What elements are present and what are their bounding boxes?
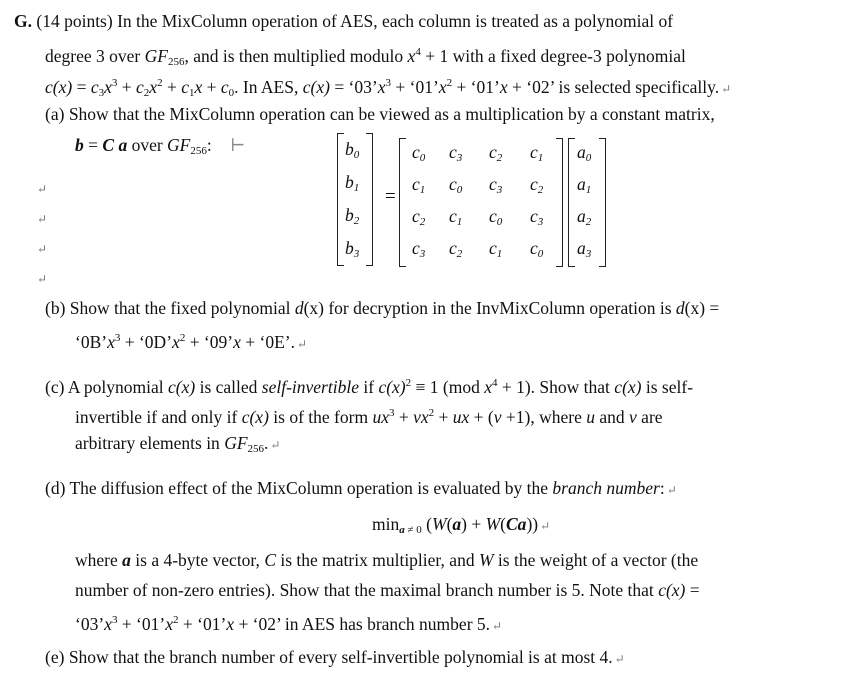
matrix-entry: $c_0$ bbox=[412, 142, 426, 164]
matrix-entry: $c_0$ bbox=[449, 174, 463, 196]
matrix-entry: $c_1$ bbox=[412, 174, 426, 196]
intro-line-2: degree 3 over $GF_{256}$, and is then multiplied modulo $x^4 + 1$ with a fixed degree-3 polynomial bbox=[45, 46, 686, 68]
a-vector-entry: $a_0$ bbox=[577, 142, 592, 164]
part-b-line-2: ‘$0B’x^3$ + ‘$0D’x^2$ + ‘09’x + ‘0E’. ↵ bbox=[75, 332, 308, 352]
part-d-line-5: ‘$03’x^3$ + ‘$01’x^2$ + ‘01’x + ‘02’ in AES has branch number 5. ↵ bbox=[75, 614, 503, 634]
intro-line-3: $c(x) = c_3x^3 + c_2x^2 + c_1x + c_0$. In AES, $c(x) = ‘03’x^3$ + ‘$01’x^2$ + ‘01’x + ‘02’ is selected specifically. ↵ bbox=[45, 77, 732, 99]
problem-header-line bbox=[14, 10, 673, 32]
part-a-equation: b = C a over $GF_{256}$: ⊢ bbox=[75, 135, 246, 157]
a-vector-left-bracket bbox=[568, 138, 575, 267]
equals-sign: = bbox=[385, 186, 396, 207]
branch-number-formula: $\min_{a \ne 0} (W(a) + W(Ca))$ ↵ bbox=[372, 514, 551, 536]
margin-return-mark: ↵ bbox=[37, 242, 48, 256]
matrix-entry: $c_3$ bbox=[489, 174, 503, 196]
a-vector-right-bracket bbox=[599, 138, 606, 267]
matrix-entry: $c_3$ bbox=[412, 238, 426, 260]
a-vector-entry: $a_2$ bbox=[577, 206, 592, 228]
matrix-right-bracket bbox=[556, 138, 563, 267]
matrix-entry: $c_1$ bbox=[489, 238, 503, 260]
part-d-label: (d) bbox=[45, 478, 66, 498]
part-a-label: (a) bbox=[45, 104, 65, 124]
matrix-entry: $c_0$ bbox=[489, 206, 503, 228]
part-c-line-2: invertible if and only if c(x) is of the form $ux^3 + vx^2$ + ux + (v +1), where u and v are bbox=[75, 407, 663, 427]
part-c-label: (c) bbox=[45, 377, 65, 397]
b-vector-entry: $b_3$ bbox=[345, 238, 360, 260]
a-vector-entry: $a_3$ bbox=[577, 238, 592, 260]
margin-return-mark: ↵ bbox=[37, 272, 48, 286]
b-vector-entry: $b_2$ bbox=[345, 205, 360, 227]
b-vector-right-bracket bbox=[366, 133, 373, 266]
points: (14 points) bbox=[36, 11, 113, 31]
a-vector-entry: $a_1$ bbox=[577, 174, 592, 196]
intro-line-1: In the MixColumn operation of AES, each column is treated as a polynomial of bbox=[112, 11, 674, 31]
part-d-line-3: where a is a 4-byte vector, C is the matrix multiplier, and W is the weight of a vector (the bbox=[75, 550, 699, 570]
matrix-entry: $c_2$ bbox=[449, 238, 463, 260]
matrix-entry: $c_2$ bbox=[530, 174, 544, 196]
matrix-entry: $c_1$ bbox=[530, 142, 544, 164]
matrix-left-bracket bbox=[399, 138, 406, 267]
b-vector-entry: $b_0$ bbox=[345, 139, 360, 161]
matrix-entry: $c_3$ bbox=[530, 206, 544, 228]
part-d-line-1: (d) The diffusion effect of the MixColumn operation is evaluated by the branch number: ↵ bbox=[45, 478, 677, 498]
margin-return-mark: ↵ bbox=[37, 212, 48, 226]
part-e-label: (e) bbox=[45, 647, 65, 667]
matrix-entry: $c_0$ bbox=[530, 238, 544, 260]
margin-return-mark: ↵ bbox=[37, 182, 48, 196]
matrix-entry: $c_2$ bbox=[412, 206, 426, 228]
b-vector-entry: $b_1$ bbox=[345, 172, 360, 194]
part-a-line: (a) Show that the MixColumn operation can be viewed as a multiplication by a constant matrix, bbox=[45, 104, 715, 124]
part-d-line-4: number of non-zero entries). Show that the maximal branch number is 5. Note that c(x) = bbox=[75, 580, 700, 600]
part-b-line-1: (b) Show that the fixed polynomial d(x) for decryption in the InvMixColumn operation is d(x) = bbox=[45, 298, 720, 318]
problem-label: G. bbox=[14, 11, 32, 31]
matrix-entry: $c_3$ bbox=[449, 142, 463, 164]
part-c-line-1: (c) A polynomial c(x) is called self-invertible if $c(x)^2 \equiv 1$ (mod $x^4 + 1$). Show that c(x) is self- bbox=[45, 377, 694, 397]
b-vector-left-bracket bbox=[337, 133, 344, 266]
matrix-entry: $c_1$ bbox=[449, 206, 463, 228]
matrix-entry: $c_2$ bbox=[489, 142, 503, 164]
part-e-line: (e) Show that the branch number of every self-invertible polynomial is at most 4. ↵ bbox=[45, 647, 625, 667]
part-c-line-3: arbitrary elements in $GF_{256}$. ↵ bbox=[75, 433, 281, 455]
part-b-label: (b) bbox=[45, 298, 66, 318]
